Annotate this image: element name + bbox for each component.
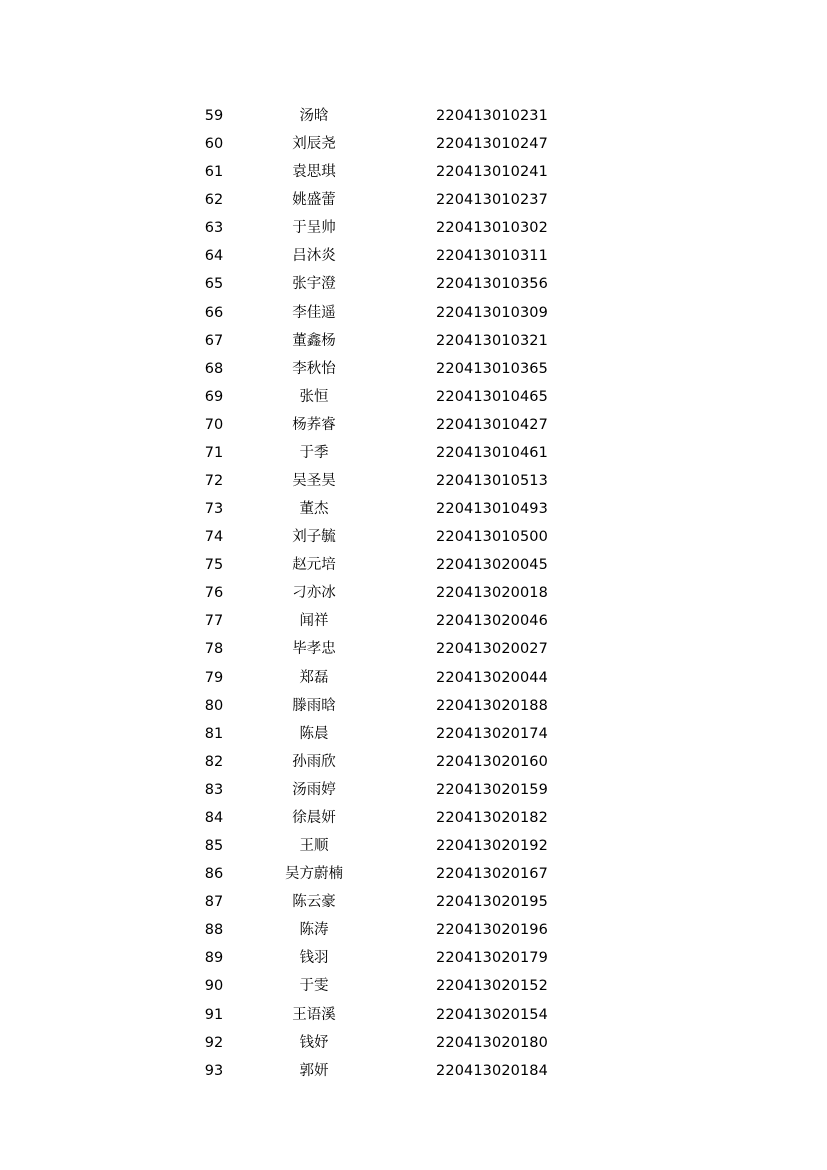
roster-row (0, 748, 827, 776)
student-name: 闻祥 (299, 613, 329, 630)
student-id: 220413020188 (436, 697, 548, 714)
student-name: 王顺 (299, 838, 329, 855)
row-number: 87 (204, 894, 224, 911)
student-id: 220413020180 (436, 1034, 548, 1051)
row-number: 68 (204, 360, 224, 377)
student-id: 220413020196 (436, 922, 548, 939)
student-id: 220413020192 (436, 838, 548, 855)
student-name: 刁亦冰 (292, 585, 336, 602)
student-name: 徐晨妍 (292, 809, 336, 826)
row-number: 61 (204, 164, 224, 181)
student-name: 吕沐炎 (292, 248, 336, 265)
roster-row (0, 355, 827, 383)
student-id: 220413010241 (436, 164, 548, 181)
student-name: 陈云豪 (292, 894, 336, 911)
row-number: 78 (204, 641, 224, 658)
row-number: 76 (204, 585, 224, 602)
roster-row (0, 523, 827, 551)
row-number: 77 (204, 613, 224, 630)
student-id: 220413010321 (436, 332, 548, 349)
student-name: 李佳遥 (292, 304, 336, 321)
roster-row (0, 1029, 827, 1057)
student-id: 220413020195 (436, 894, 548, 911)
roster-row (0, 888, 827, 916)
row-number: 84 (204, 809, 224, 826)
roster-row (0, 299, 827, 327)
student-id: 220413010356 (436, 276, 548, 293)
student-id: 220413020044 (436, 669, 548, 686)
roster-row (0, 607, 827, 635)
student-id: 220413020179 (436, 950, 548, 967)
student-id: 220413010500 (436, 529, 548, 546)
student-name: 刘子毓 (292, 529, 336, 546)
row-number: 60 (204, 136, 224, 153)
roster-row (0, 635, 827, 663)
student-id: 220413020046 (436, 613, 548, 630)
student-id: 220413010513 (436, 473, 548, 490)
roster-row (0, 1057, 827, 1085)
row-number: 73 (204, 501, 224, 518)
student-id: 220413020160 (436, 753, 548, 770)
student-id: 220413020182 (436, 809, 548, 826)
student-id: 220413010311 (436, 248, 548, 265)
student-name: 郑磊 (299, 669, 329, 686)
student-roster-list (0, 102, 827, 1085)
student-name: 毕孝忠 (292, 641, 336, 658)
row-number: 72 (204, 473, 224, 490)
roster-row (0, 664, 827, 692)
student-name: 钱羽 (299, 950, 329, 967)
student-name: 董杰 (299, 501, 329, 518)
roster-row (0, 776, 827, 804)
student-id: 220413020027 (436, 641, 548, 658)
row-number: 91 (204, 1006, 224, 1023)
row-number: 70 (204, 416, 224, 433)
roster-row (0, 242, 827, 270)
student-name: 孙雨欣 (292, 753, 336, 770)
student-name: 汤晗 (299, 108, 329, 124)
row-number: 75 (204, 557, 224, 574)
roster-row (0, 579, 827, 607)
row-number: 86 (204, 866, 224, 883)
row-number: 79 (204, 669, 224, 686)
student-name: 李秋怡 (292, 360, 336, 377)
student-id: 220413010493 (436, 501, 548, 518)
roster-row (0, 692, 827, 720)
row-number: 63 (204, 220, 224, 237)
roster-row (0, 186, 827, 214)
roster-row (0, 327, 827, 355)
roster-row (0, 214, 827, 242)
roster-row (0, 439, 827, 467)
row-number: 71 (204, 444, 224, 461)
student-name: 张宇澄 (292, 276, 336, 293)
student-name: 于季 (299, 444, 329, 461)
roster-row (0, 467, 827, 495)
roster-row (0, 832, 827, 860)
student-name: 姚盛蕾 (292, 192, 336, 209)
row-number: 81 (204, 725, 224, 742)
student-name: 于呈帅 (292, 220, 336, 237)
student-id: 220413010247 (436, 136, 548, 153)
student-id: 220413020174 (436, 725, 548, 742)
row-number: 90 (204, 978, 224, 995)
roster-row (0, 551, 827, 579)
student-name: 陈晨 (299, 725, 329, 742)
student-name: 赵元培 (292, 557, 336, 574)
roster-row (0, 383, 827, 411)
roster-row (0, 102, 827, 130)
student-id: 220413020045 (436, 557, 548, 574)
roster-row (0, 158, 827, 186)
roster-row (0, 944, 827, 972)
roster-row (0, 916, 827, 944)
student-name: 汤雨婷 (292, 781, 336, 798)
student-name: 董鑫杨 (292, 332, 336, 349)
student-id: 220413020184 (436, 1062, 548, 1079)
student-id: 220413010309 (436, 304, 548, 321)
student-id: 220413010465 (436, 388, 548, 405)
row-number: 83 (204, 781, 224, 798)
student-id: 220413020018 (436, 585, 548, 602)
student-name: 滕雨晗 (292, 697, 336, 714)
student-name: 于雯 (299, 978, 329, 995)
student-id: 220413010365 (436, 360, 548, 377)
student-name: 郭妍 (299, 1062, 329, 1079)
row-number: 64 (204, 248, 224, 265)
roster-row (0, 130, 827, 158)
roster-row (0, 411, 827, 439)
roster-row (0, 1001, 827, 1029)
student-name: 张恒 (299, 388, 329, 405)
student-name: 陈涛 (299, 922, 329, 939)
student-id: 220413020159 (436, 781, 548, 798)
student-name: 杨荞睿 (292, 416, 336, 433)
roster-row (0, 495, 827, 523)
row-number: 85 (204, 838, 224, 855)
student-name: 吴方蔚楠 (285, 866, 343, 883)
row-number: 65 (204, 276, 224, 293)
row-number: 74 (204, 529, 224, 546)
row-number: 59 (204, 108, 224, 124)
row-number: 88 (204, 922, 224, 939)
student-name: 袁思琪 (292, 164, 336, 181)
row-number: 89 (204, 950, 224, 967)
student-id: 220413010427 (436, 416, 548, 433)
student-id: 220413010461 (436, 444, 548, 461)
row-number: 92 (204, 1034, 224, 1051)
roster-row (0, 804, 827, 832)
student-id: 220413020167 (436, 866, 548, 883)
row-number: 67 (204, 332, 224, 349)
row-number: 93 (204, 1062, 224, 1079)
row-number: 69 (204, 388, 224, 405)
student-id: 220413010302 (436, 220, 548, 237)
roster-row (0, 720, 827, 748)
student-id: 220413020154 (436, 1006, 548, 1023)
student-name: 吴圣昊 (292, 473, 336, 490)
roster-row (0, 860, 827, 888)
row-number: 82 (204, 753, 224, 770)
student-id: 220413020152 (436, 978, 548, 995)
roster-row (0, 270, 827, 298)
row-number: 62 (204, 192, 224, 209)
row-number: 80 (204, 697, 224, 714)
row-number: 66 (204, 304, 224, 321)
student-name: 王语溪 (292, 1006, 336, 1023)
student-id: 220413010231 (436, 108, 548, 124)
student-name: 刘辰尧 (292, 136, 336, 153)
student-id: 220413010237 (436, 192, 548, 209)
roster-row (0, 972, 827, 1000)
student-name: 钱妤 (299, 1034, 329, 1051)
